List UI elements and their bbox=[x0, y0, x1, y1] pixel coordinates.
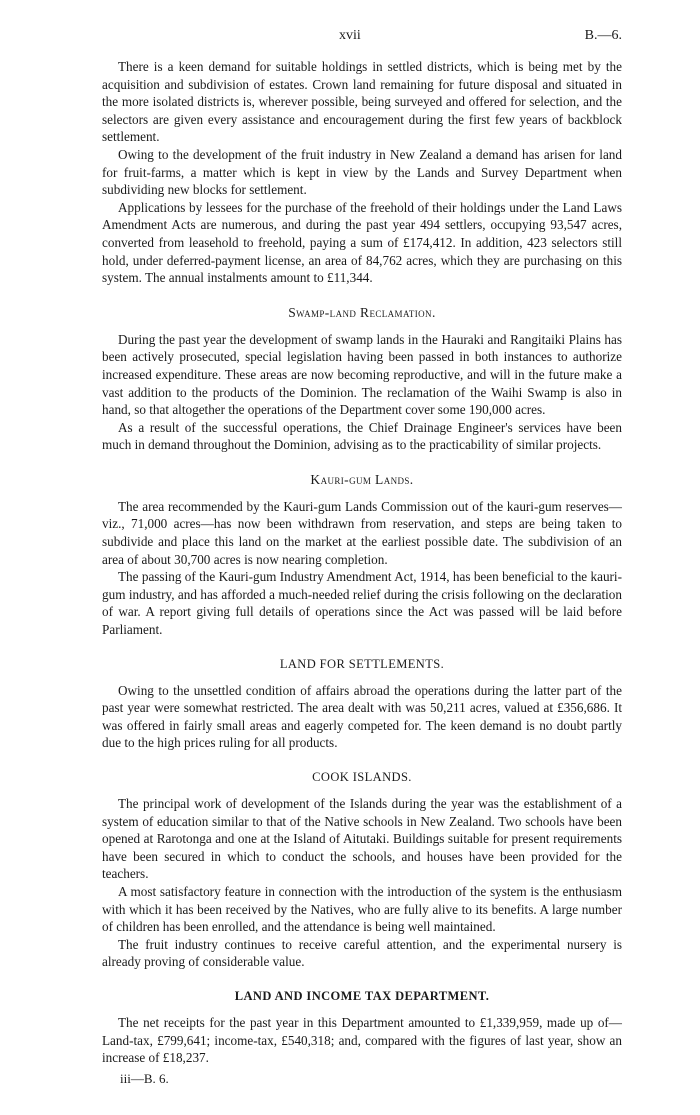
document-reference: B.—6. bbox=[584, 28, 622, 43]
paragraph: Owing to the unsettled condition of affairs abroad the operations during the latter part of the past year were somewhat restricted. The area dealt with was 50,211 acres, valued at £356,686. It was offered in fairly small areas and eagerly competed for. The keen demand is no doubt partly due to the high prices ruling for all products. bbox=[102, 682, 622, 751]
page-header bbox=[102, 28, 622, 58]
paragraph: The fruit industry continues to receive careful attention, and the experimental nursery is already proving of considerable value. bbox=[102, 936, 622, 970]
section-heading-swamp: Swamp-land Reclamation. bbox=[288, 304, 436, 320]
settlements-section bbox=[102, 657, 622, 752]
page-number: xvii bbox=[339, 28, 361, 43]
intro-section bbox=[102, 58, 622, 287]
kauri-section bbox=[102, 472, 622, 639]
paragraph: The principal work of development of the Islands during the year was the establishment of a system of education similar to that of the Native schools in New Zealand. Two schools have been opened at Rarotonga and one at the Island of Aitutaki. Buildings suitable for present requirements have been secured in which to conduct the schools, and houses have been provided for the teachers. bbox=[102, 796, 622, 882]
paragraph: The area recommended by the Kauri-gum Lands Commission out of the kauri-gum reserves—viz., 71,000 acres—has now been withdrawn from reservation, and steps are being taken to subdivide and place this land on the market at the earliest possible date. The subdivision of an area of about 30,700 acres is now nearing completion. bbox=[102, 498, 622, 567]
tax-section bbox=[102, 989, 622, 1067]
swamp-section bbox=[102, 305, 622, 454]
section-heading-tax: LAND AND INCOME TAX DEPARTMENT. bbox=[234, 988, 490, 1003]
paragraph: The passing of the Kauri-gum Industry Amendment Act, 1914, has been beneficial to the kauri-gum industry, and has afforded a much-needed relief during the crisis following on the declaration of war. A report giving full details of operations since the Act was passed will be laid before Parliament. bbox=[102, 569, 622, 638]
paragraph: Owing to the development of the fruit industry in New Zealand a demand has arisen for land for fruit-farms, a matter which is kept in view by the Lands and Survey Department when subdividing new blocks for settlement. bbox=[102, 146, 622, 198]
cook-section bbox=[102, 770, 622, 971]
paragraph: As a result of the successful operations, the Chief Drainage Engineer's services have been much in demand throughout the Dominion, advising as to the practicability of similar projects. bbox=[102, 419, 622, 453]
paragraph: A most satisfactory feature in connection with the introduction of the system is the enthusiasm with which it has been received by the Natives, who are fully alive to its benefits. A large number of children has been enrolled, and the attendance is being well maintained. bbox=[102, 883, 622, 935]
section-heading-kauri: Kauri-gum Lands. bbox=[310, 471, 414, 487]
paragraph: Applications by lessees for the purchase of the freehold of their holdings under the Land Laws Amendment Acts are numerous, and during the past year 494 settlers, occupying 93,547 acres, converted from leasehold to freehold, paying a sum of £174,412. In addition, 423 selectors still hold, under deferred-payment license, an area of 84,762 acres, which they are purchasing on this system. The annual instalments amount to £11,344. bbox=[102, 199, 622, 286]
section-heading-settlements: LAND FOR SETTLEMENTS. bbox=[279, 656, 445, 671]
paragraph: There is a keen demand for suitable holdings in settled districts, which is being met by the acquisition and subdivision of estates. Crown land remaining for future disposal and situated in the more isolated districts is, wherever possible, being surveyed and offered for selection, and the selectors are given every assistance and encouragement during the first few years of backblock settlement. bbox=[102, 59, 622, 145]
section-heading-cook: COOK ISLANDS. bbox=[312, 770, 412, 784]
paragraph: The net receipts for the past year in this Department amounted to £1,339,959, made up of—Land-tax, £799,641; income-tax, £540,318; and, compared with the figures of last year, show an increase of £18,237. bbox=[102, 1014, 622, 1066]
printer-signature: iii—B. 6. bbox=[120, 1070, 169, 1086]
paragraph: During the past year the development of swamp lands in the Hauraki and Rangitaiki Plains has been actively prosecuted, special legislation having been passed in both instances to authorize increased expenditure. These areas are now becoming reproductive, and will in the future make a vast addition to the products of the Dominion. The reclamation of the Waihi Swamp is also in hand, so that altogether the operations of the Department cover some 190,000 acres. bbox=[102, 331, 622, 418]
